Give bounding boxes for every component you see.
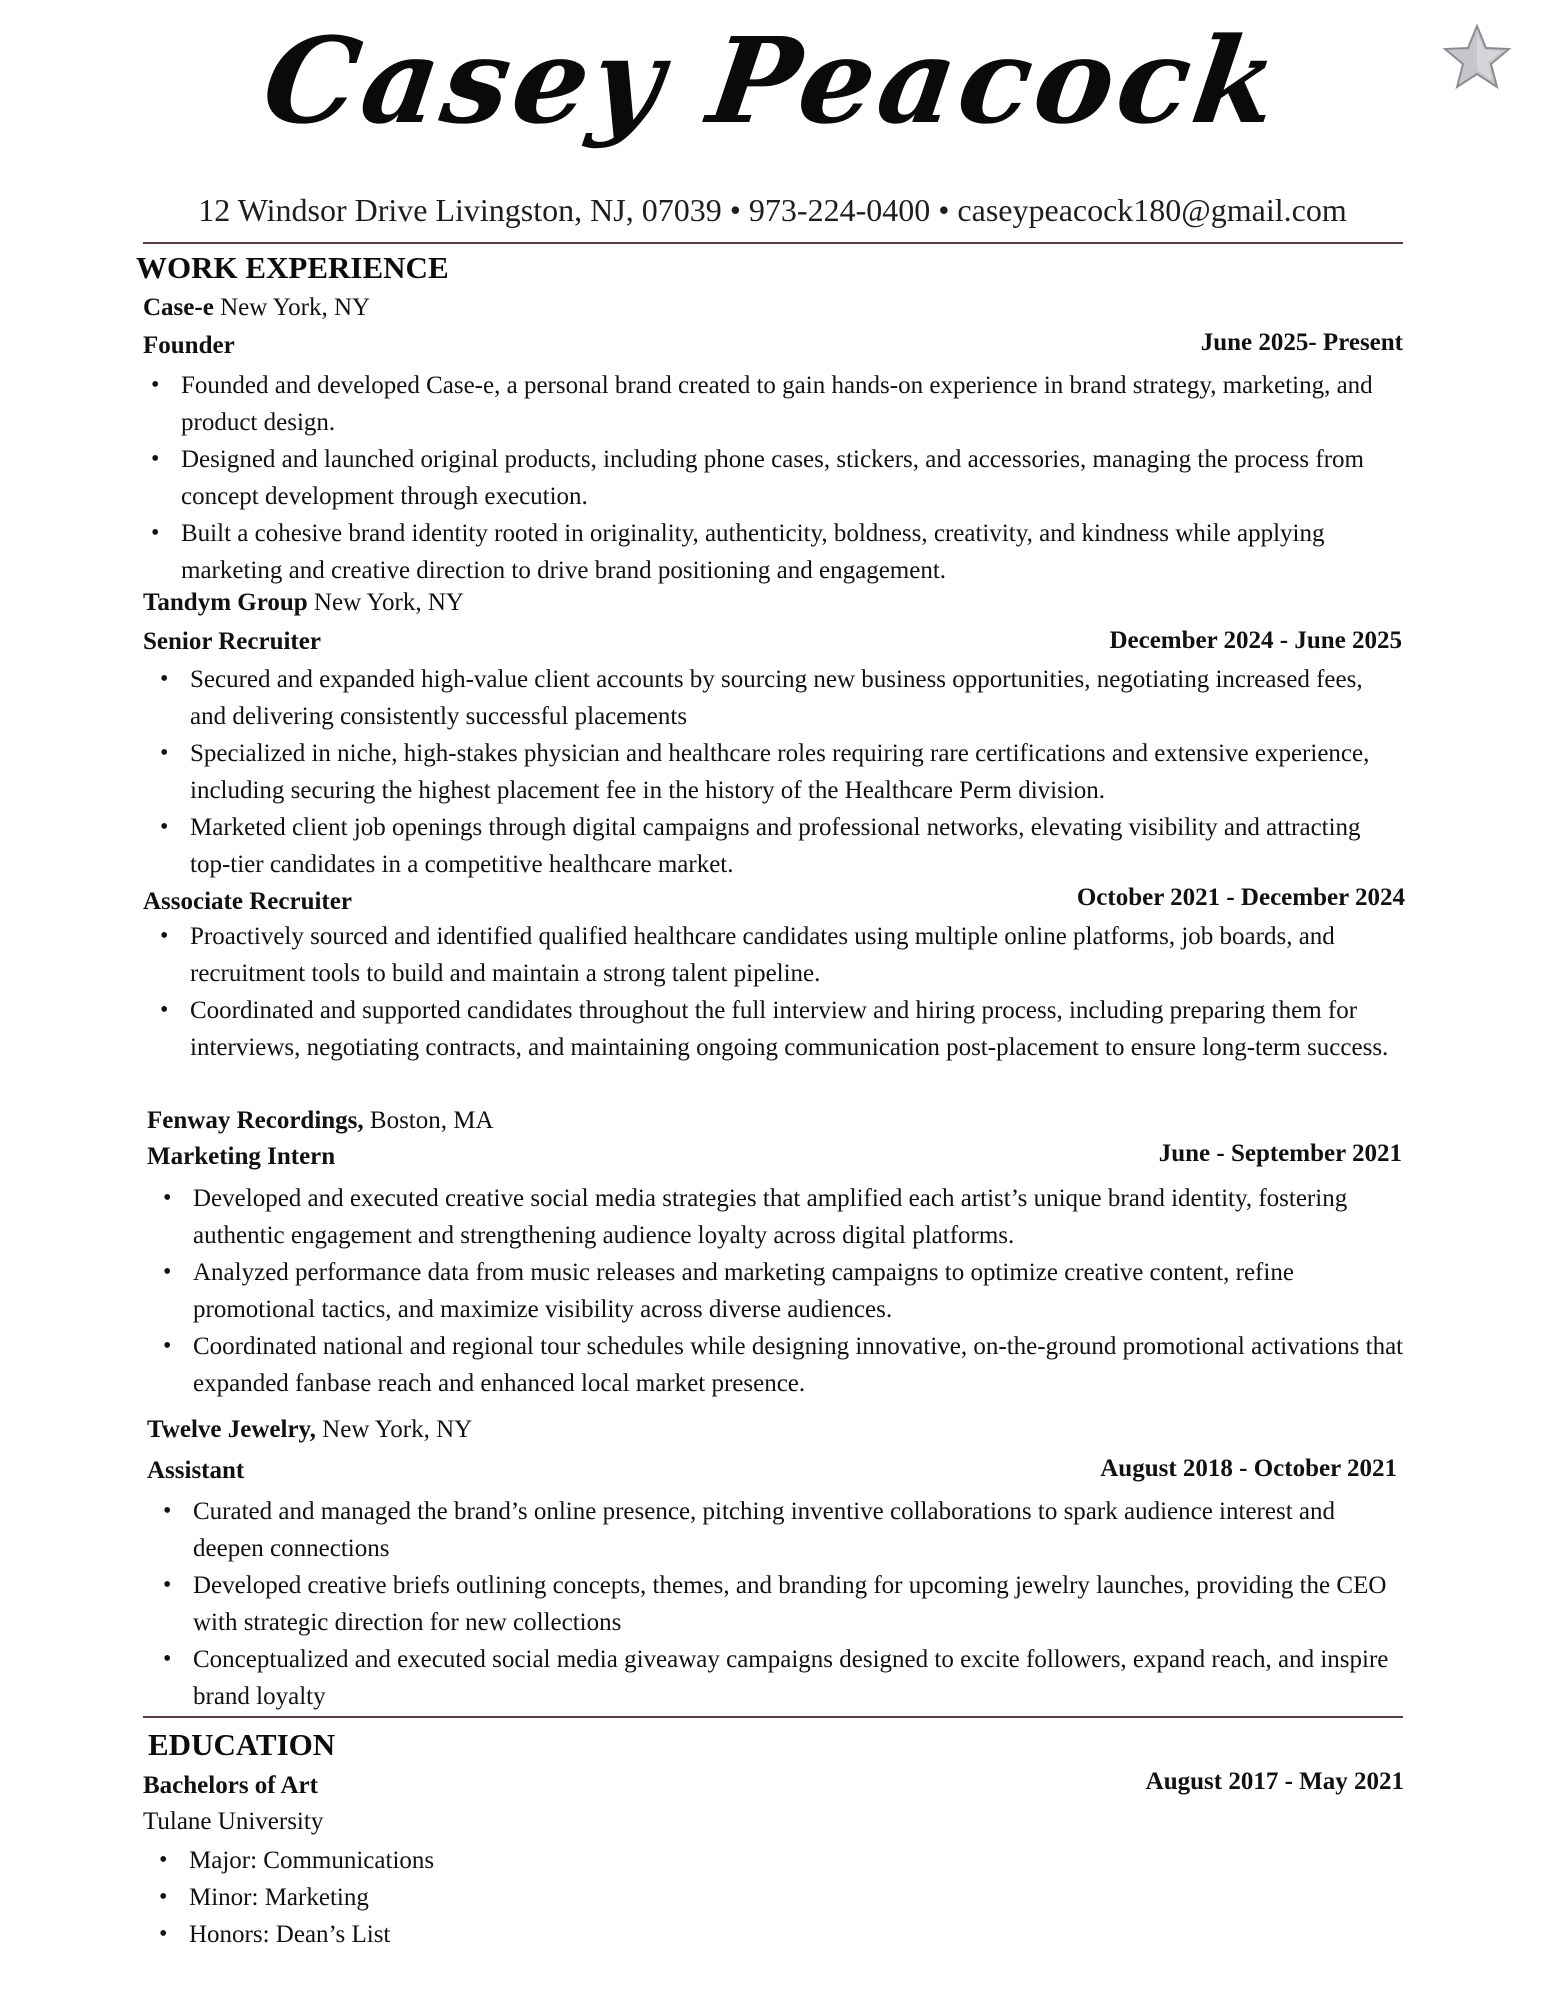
- company-name: Twelve Jewelry,: [147, 1416, 316, 1443]
- marketing-intern-bullets: [155, 1180, 1405, 1402]
- bullet: • Analyzed performance data from music releases and marketing campaigns to optimize creative content, refine promotional tactics, and maximize visibility across diverse audiences.: [155, 1254, 1405, 1328]
- star-icon: [1442, 22, 1512, 92]
- header-divider: [143, 242, 1403, 244]
- senior-recruiter-bullets: [152, 661, 1402, 883]
- bullet: • Minor: Marketing: [151, 1879, 751, 1916]
- company-location: New York, NY: [220, 294, 371, 321]
- bullet: • Major: Communications: [151, 1842, 751, 1879]
- job-dates-marketing-intern: June - September 2021: [1158, 1140, 1402, 1167]
- job-title-senior-recruiter: Senior Recruiter: [143, 628, 321, 655]
- job-dates-founder: June 2025- Present: [1200, 329, 1403, 356]
- company-name: Fenway Recordings,: [147, 1107, 364, 1134]
- education-heading: EDUCATION: [148, 1727, 336, 1762]
- company-name: Tandym Group: [143, 589, 308, 616]
- candidate-name: Casey Peacock: [255, 11, 1290, 150]
- bullet: • Conceptualized and executed social media giveaway campaigns designed to excite followers, expand reach, and inspire brand loyalty: [155, 1641, 1405, 1715]
- bullet: • Developed and executed creative social media strategies that amplified each artist’s unique brand identity, fostering authentic engagement and strengthening audience loyalty across digital platforms.: [155, 1180, 1405, 1254]
- education-bullets: [151, 1842, 751, 1953]
- job-title-founder: Founder: [143, 332, 235, 359]
- bullet: • Proactively sourced and identified qualified healthcare candidates using multiple online platforms, job boards, and recruitment tools to build and maintain a strong talent pipeline.: [152, 918, 1407, 992]
- founder-bullets: [143, 367, 1403, 589]
- company-fenway-recordings: [147, 1107, 494, 1135]
- company-location: New York, NY: [322, 1416, 473, 1443]
- company-twelve-jewelry: [147, 1416, 472, 1444]
- company-location: Boston, MA: [369, 1107, 494, 1134]
- bullet: • Honors: Dean’s List: [151, 1916, 751, 1953]
- job-dates-associate-recruiter: October 2021 - December 2024: [1076, 884, 1405, 911]
- work-experience-heading: WORK EXPERIENCE: [136, 250, 449, 285]
- education-divider: [143, 1716, 1403, 1718]
- company-tandym-group: [143, 589, 464, 617]
- education-dates: August 2017 - May 2021: [1145, 1768, 1404, 1795]
- bullet: • Coordinated national and regional tour schedules while designing innovative, on-the-ground promotional activations that expanded fanbase reach and enhanced local market presence.: [155, 1328, 1405, 1402]
- assistant-bullets: [155, 1493, 1405, 1715]
- bullet: • Curated and managed the brand’s online presence, pitching inventive collaborations to spark audience interest and deepen connections: [155, 1493, 1405, 1567]
- bullet: • Coordinated and supported candidates throughout the full interview and hiring process, including preparing them for interviews, negotiating contracts, and maintaining ongoing communication post-placement to ensure long-term success.: [152, 992, 1407, 1066]
- company-location: New York, NY: [313, 589, 464, 616]
- company-case-e: [143, 294, 370, 322]
- job-title-assistant: Assistant: [147, 1457, 245, 1484]
- bullet: • Secured and expanded high-value client accounts by sourcing new business opportunities, negotiating increased fees, and delivering consistently successful placements: [152, 661, 1402, 735]
- school-name: Tulane University: [143, 1808, 324, 1835]
- degree-title: Bachelors of Art: [143, 1772, 318, 1799]
- job-dates-senior-recruiter: December 2024 - June 2025: [1109, 627, 1402, 654]
- bullet: • Specialized in niche, high-stakes physician and healthcare roles requiring rare certifications and extensive experience, including securing the highest placement fee in the history of the Healthcare Perm division.: [152, 735, 1402, 809]
- bullet: • Marketed client job openings through digital campaigns and professional networks, elevating visibility and attracting top-tier candidates in a competitive healthcare market.: [152, 809, 1402, 883]
- bullet: • Developed creative briefs outlining concepts, themes, and branding for upcoming jewelry launches, providing the CEO with strategic direction for new collections: [155, 1567, 1405, 1641]
- job-title-associate-recruiter: Associate Recruiter: [143, 888, 352, 915]
- bullet: • Designed and launched original products, including phone cases, stickers, and accessories, managing the process from concept development through execution.: [143, 441, 1403, 515]
- bullet: • Built a cohesive brand identity rooted in originality, authenticity, boldness, creativity, and kindness while applying marketing and creative direction to drive brand positioning and engagement.: [143, 515, 1403, 589]
- bullet: • Founded and developed Case-e, a personal brand created to gain hands-on experience in brand strategy, marketing, and product design.: [143, 367, 1403, 441]
- contact-info: 12 Windsor Drive Livingston, NJ, 07039 • 973-224-0400 • caseypeacock180@gmail.com: [198, 192, 1347, 228]
- company-name: Case-e: [143, 294, 214, 321]
- associate-recruiter-bullets: [152, 918, 1407, 1066]
- job-dates-assistant: August 2018 - October 2021: [1100, 1455, 1397, 1482]
- job-title-marketing-intern: Marketing Intern: [147, 1143, 336, 1170]
